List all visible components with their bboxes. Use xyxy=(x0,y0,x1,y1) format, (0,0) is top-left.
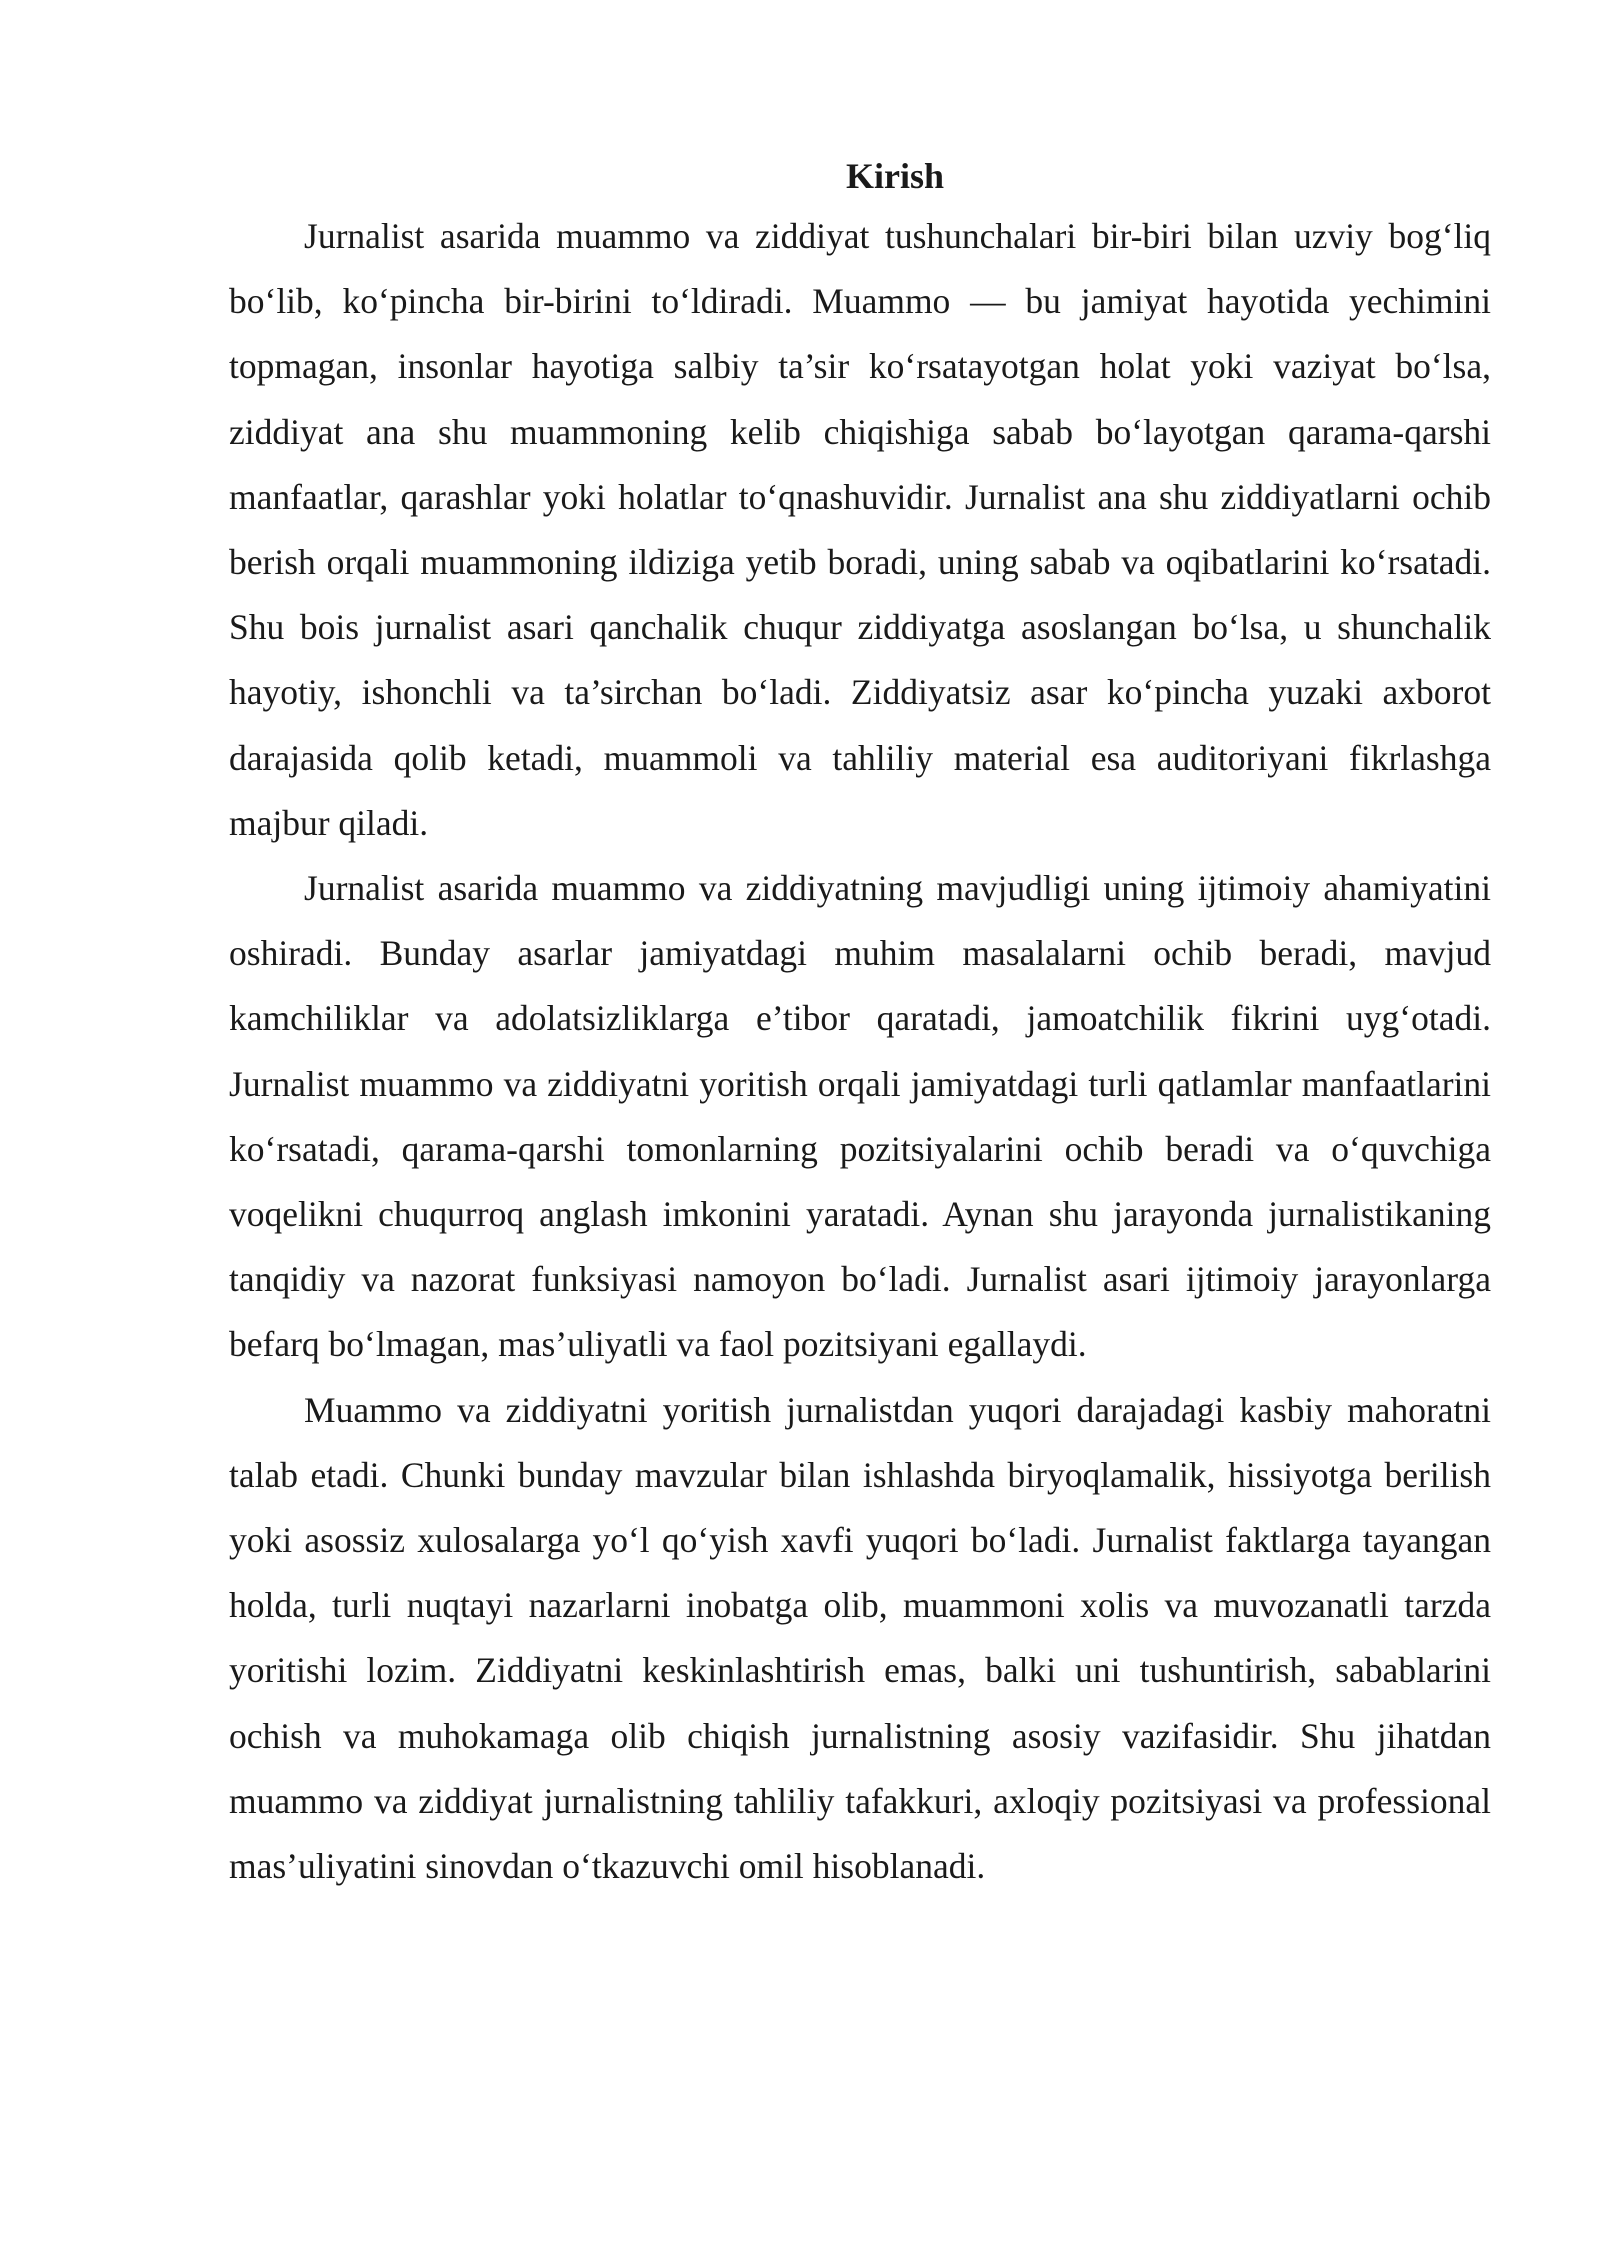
paragraph-3: Muammo va ziddiyatni yoritish jurnalistdan yuqori darajadagi kasbiy mahoratni talab etadi. Chunki bunday mavzular bilan ishlashda biryoqlamalik, hissiyotga berilish yoki asossiz xulosalarga yo‘l qo‘yish xavfi yuqori bo‘ladi. Jurnalist faktlarga tayangan holda, turli nuqtayi nazarlarni inobatga olib, muammoni xolis va muvozanatli tarzda yoritishi lozim. Ziddiyatni keskinlashtirish emas, balki uni tushuntirish, sabablarini ochish va muhokamaga olib chiqish jurnalistning asosiy vazifasidir. Shu jihatdan muammo va ziddiyat jurnalistning tahliliy tafakkuri, axloqiy pozitsiyasi va professional mas’uliyatini sinovdan o‘tkazuvchi omil hisoblanadi. xyxy=(229,1389,1491,1887)
paragraph-1: Jurnalist asarida muammo va ziddiyat tushunchalari bir-biri bilan uzviy bog‘liq bo‘lib, ko‘pincha bir-birini to‘ldiradi. Muammo — bu jamiyat hayotida yechimini topmagan, insonlar hayotiga salbiy ta’sir ko‘rsatayotgan holat yoki vaziyat bo‘lsa, ziddiyat ana shu muammoning kelib chiqishiga sabab bo‘layotgan qarama-qarshi manfaatlar, qarashlar yoki holatlar to‘qnashuvidir. Jurnalist ana shu ziddiyatlarni ochib berish orqali muammoning ildiziga yetib boradi, uning sabab va oqibatlarini ko‘rsatadi. Shu bois jurnalist asari qanchalik chuqur ziddiyatga asoslangan bo‘lsa, u shunchalik hayotiy, ishonchli va ta’sirchan bo‘ladi. Ziddiyatsiz asar ko‘pincha yuzaki axborot darajasida qolib ketadi, muammoli va tahliliy material esa auditoriyani fikrlashga majbur qiladi. xyxy=(229,216,1491,843)
paragraph-2: Jurnalist asarida muammo va ziddiyatning mavjudligi uning ijtimoiy ahamiyatini oshiradi. Bunday asarlar jamiyatdagi muhim masalalarni ochib beradi, mavjud kamchiliklar va adolatsizliklarga e’tibor qaratadi, jamoatchilik fikrini uyg‘otadi. Jurnalist muammo va ziddiyatni yoritish orqali jamiyatdagi turli qatlamlar manfaatlarini ko‘rsatadi, qarama-qarshi tomonlarning pozitsiyalarini ochib beradi va o‘quvchiga voqelikni chuqurroq anglash imkonini yaratadi. Aynan shu jarayonda jurnalistikaning tanqidiy va nazorat funksiyasi namoyon bo‘ladi. Jurnalist asari ijtimoiy jarayonlarga befarq bo‘lmagan, mas’uliyatli va faol pozitsiyani egallaydi. xyxy=(229,868,1491,1365)
page-title: Kirish xyxy=(845,156,944,196)
document-body xyxy=(229,148,1491,1899)
